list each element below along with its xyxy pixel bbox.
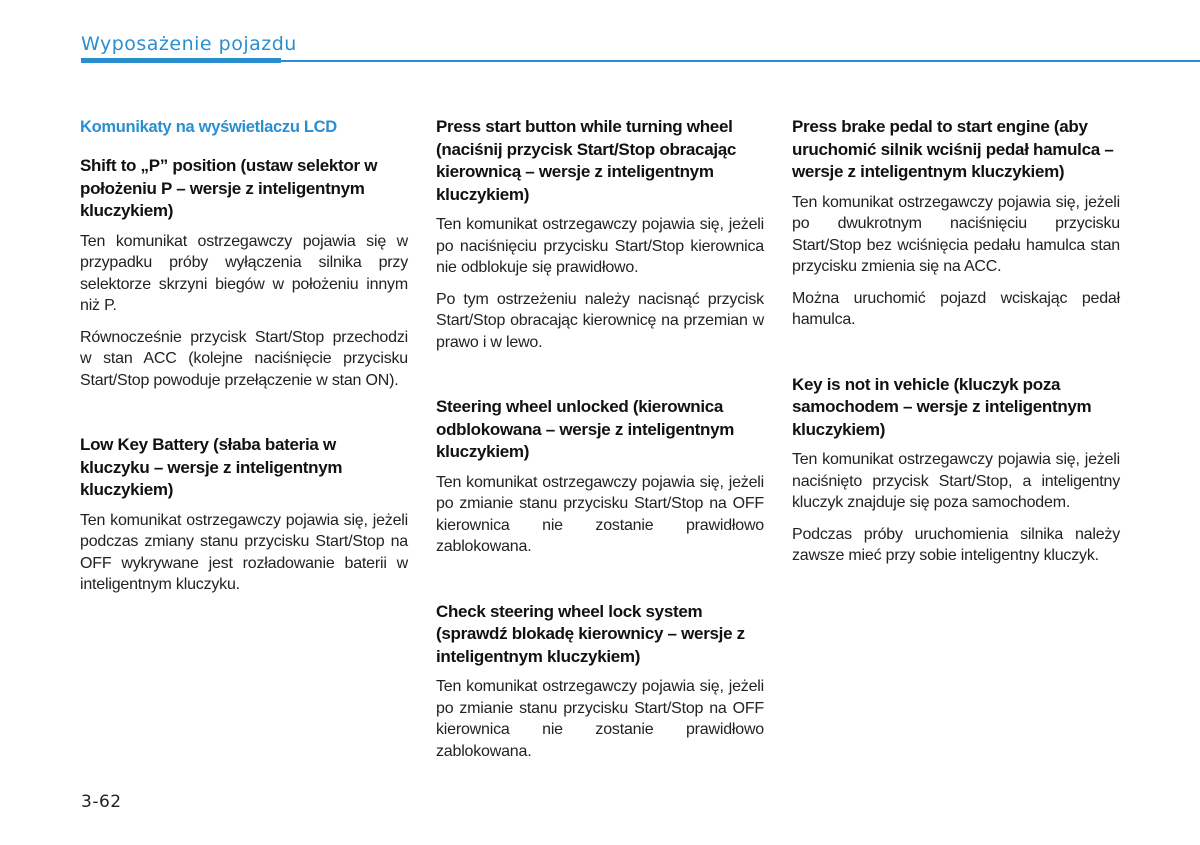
message-description: Równocześnie przycisk Start/Stop przechodzi w stan ACC (kolejne naciśnięcie przycisku Start/Stop powoduje przełączenie w stan ON). <box>80 328 408 389</box>
message-heading: Check steering wheel lock system (sprawdź blokadę kierownicy – wersje z inteligentnym kluczykiem) <box>436 601 745 666</box>
message-description: Ten komunikat ostrzegawczy pojawia się, jeżeli naciśnięto przycisk Start/Stop, a inteligentny kluczyk znajduje się poza samochodem. <box>792 451 1120 511</box>
message-description: Podczas próby uruchomienia silnika należy zawsze mieć przy sobie inteligentny kluczyk. <box>792 525 1120 564</box>
message-block <box>436 396 764 558</box>
message-heading: Key is not in vehicle (kluczyk poza samochodem – wersje z inteligentnym kluczykiem) <box>792 374 1092 439</box>
message-description: Można uruchomić pojazd wciskając pedał hamulca. <box>792 289 1120 328</box>
message-heading: Press brake pedal to start engine (aby uruchomić silnik wciśnij pedał hamulca – wersje z inteligentnym kluczykiem) <box>792 117 1114 181</box>
header-rule-accent <box>81 58 281 63</box>
message-heading: Press start button while turning wheel (naciśnij przycisk Start/Stop obracając kierownicą – wersje z inteligentnym kluczykiem) <box>436 117 737 204</box>
message-description: Ten komunikat ostrzegawczy pojawia się, jeżeli podczas zmiany stanu przycisku Start/Stop na OFF wykrywane jest rozładowanie baterii w inteligentnym kluczyku. <box>80 511 408 593</box>
message-block <box>792 374 1120 567</box>
header-rule <box>281 60 1200 62</box>
column-2 <box>436 116 764 772</box>
header-title: Wyposażenie pojazdu <box>81 33 297 55</box>
message-description: Ten komunikat ostrzegawczy pojawia się, jeżeli po naciśnięciu przycisku Start/Stop kierownica nie odblokuje się prawidłowo. <box>436 216 764 276</box>
message-block <box>792 116 1120 331</box>
message-description: Ten komunikat ostrzegawczy pojawia się, jeżeli po zmianie stanu przycisku Start/Stop na OFF kierownica nie zostanie prawidłowo zablokowana. <box>436 678 764 760</box>
section-title: Komunikaty na wyświetlaczu LCD <box>80 118 337 136</box>
message-block <box>80 155 408 391</box>
message-description: Ten komunikat ostrzegawczy pojawia się, jeżeli po dwukrotnym naciśnięciu przycisku Start/Stop bez wciśnięcia pedału hamulca stan przycisku zmienia się na ACC. <box>792 193 1120 275</box>
message-block <box>436 601 764 763</box>
message-description: Po tym ostrzeżeniu należy nacisnąć przycisk Start/Stop obracając kierownicę na przemian w prawo i w lewo. <box>436 290 764 351</box>
message-block <box>436 116 764 353</box>
message-block <box>80 434 408 596</box>
page-number: 3-62 <box>81 792 122 812</box>
message-description: Ten komunikat ostrzegawczy pojawia się w przypadku próby wyłączenia silnika przy selektorze skrzyni biegów w położeniu innym niż P. <box>80 232 408 314</box>
message-heading: Shift to „P” position (ustaw selektor w położeniu P – wersje z inteligentnym kluczykiem) <box>80 156 378 220</box>
message-description: Ten komunikat ostrzegawczy pojawia się, jeżeli po zmianie stanu przycisku Start/Stop na OFF kierownica nie zostanie prawidłowo zablokowana. <box>436 473 764 555</box>
message-heading: Low Key Battery (słaba bateria w kluczyku – wersje z inteligentnym kluczykiem) <box>80 435 343 499</box>
column-3 <box>792 116 1120 577</box>
column-1 <box>80 116 408 606</box>
message-heading: Steering wheel unlocked (kierownica odblokowana – wersje z inteligentnym kluczykiem) <box>436 397 735 461</box>
